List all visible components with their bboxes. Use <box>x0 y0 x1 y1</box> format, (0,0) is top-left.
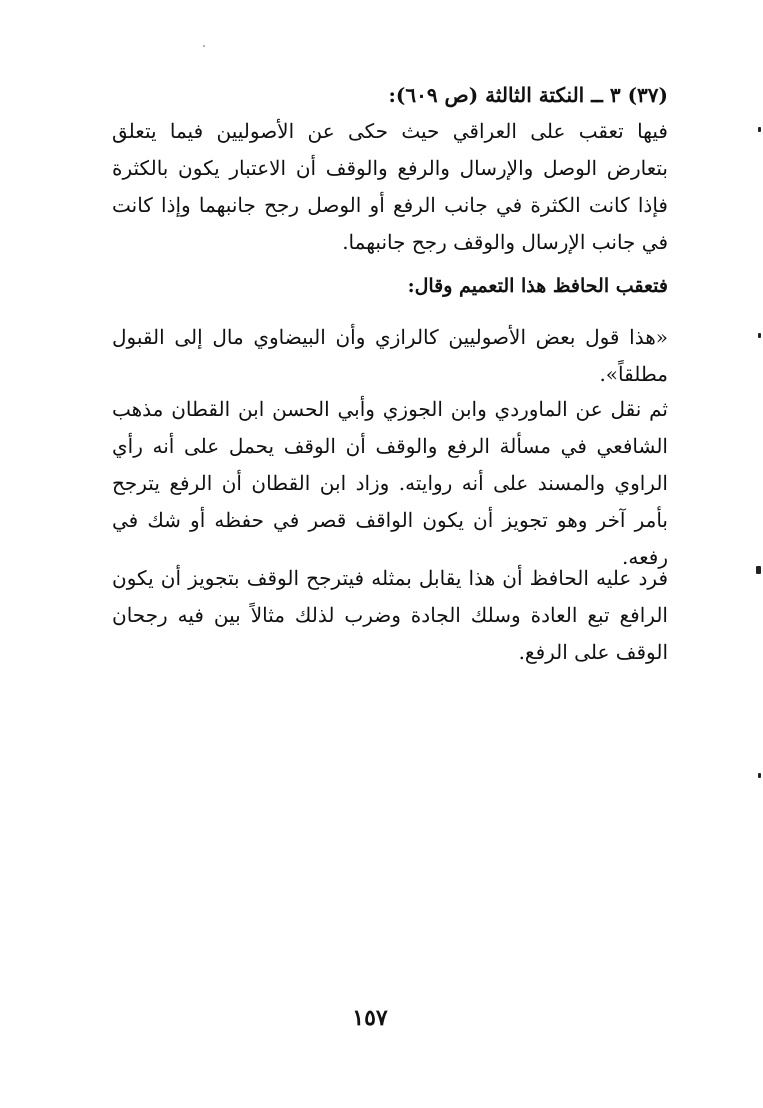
paragraph-2: فتعقب الحافظ هذا التعميم وقال: <box>407 275 668 297</box>
scan-speck <box>756 566 761 574</box>
scan-speck <box>758 333 761 338</box>
paragraph-1: فيها تعقب على العراقي حيث حكى عن الأصوليين فيما يتعلق بتعارض الوصل والإرسال والرفع والوقف أن الاعتبار يكون بالكثرة فإذا كانت الكثرة في جانب الرفع أو الوصل رجح جانبهما وإذا كانت في جانب الإرسال والوقف رجح جانبهما. <box>112 119 668 254</box>
paragraph-3-quote: «هذا قول بعض الأصوليين كالرازي وأن البيضاوي مال إلى القبول مطلقاً». <box>112 325 668 386</box>
scan-speck <box>758 773 761 778</box>
paragraph-4: ثم نقل عن الماوردي وابن الجوزي وأبي الحسن ابن القطان مذهب الشافعي في مسألة الرفع والوقف أن الوقف يحمل على أنه رأي الراوي والمسند على أنه روايته. وزاد ابن القطان أن الرفع يترجح بأمر آخر وهو تجويز أن يكون الواقف قصر في حفظه أو شك في رفعه. <box>112 397 668 569</box>
paragraph-5: فرد عليه الحافظ أن هذا يقابل بمثله فيترجح الوقف بتجويز أن يكون الرافع تبع العادة وسلك الجادة وضرب لذلك مثالاً بين فيه رجحان الوقف على الرفع. <box>112 566 668 664</box>
scan-speck <box>758 127 761 132</box>
section-heading: (٣٧) ٣ ــ النكتة الثالثة (ص ٦٠٩): <box>388 83 668 107</box>
page-number: ١٥٧ <box>352 1005 388 1031</box>
scan-speck <box>203 45 205 47</box>
